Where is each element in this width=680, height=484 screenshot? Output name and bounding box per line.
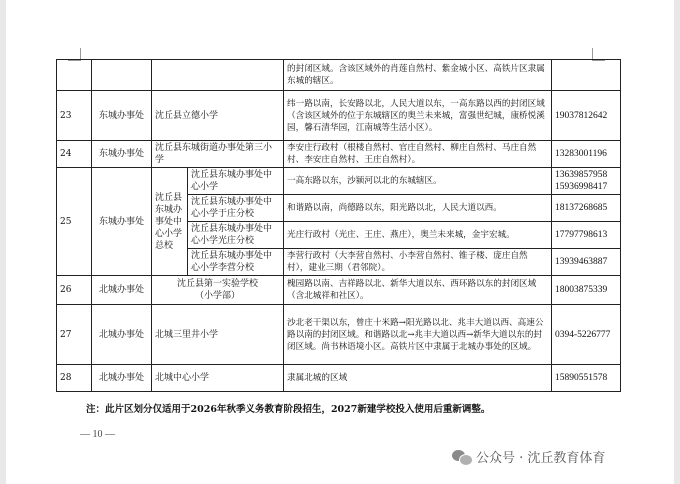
row-number: 26 xyxy=(57,276,92,305)
phone-cell: 13939463887 xyxy=(552,249,621,276)
school-group-cell: 沈丘县东城办事处中心小学总校 xyxy=(152,168,188,276)
document-page xyxy=(6,0,674,484)
area-cell: 隶属北城的区域 xyxy=(284,365,552,392)
page-number: — 10 — xyxy=(80,429,115,440)
school-cell: 北城三里井小学 xyxy=(152,305,284,365)
area-cell: 李安庄行政村（根楼自然村、官庄自然村、柳庄自然村、马庄自然村、李安庄自然村、王庄自然村）。 xyxy=(284,141,552,168)
office-cell: 东城办事处 xyxy=(92,168,152,276)
area-cell: 李营行政村（大李营自然村、小李营自然村、锥子楼、庞庄自然村），建业三期（君邻院）。 xyxy=(284,249,552,276)
office-cell: 东城办事处 xyxy=(92,141,152,168)
watermark-text: 公众号 · 沈丘教育体育 xyxy=(476,451,606,466)
office-cell: 北城办事处 xyxy=(92,365,152,392)
school-cell: 沈丘县第一实验学校 （小学部） xyxy=(152,276,284,305)
school-district-table xyxy=(56,59,621,392)
area-cell: 槐园路以南、吉祥路以北、新华大道以东、西环路以东的封闭区域（含北城祥和社区）。 xyxy=(284,276,552,305)
area-cell: 一高东路以东，沙颍河以北的东城辖区。 xyxy=(284,168,552,195)
table-row xyxy=(57,168,621,195)
table-row xyxy=(57,365,621,392)
phone-cell: 13283001196 xyxy=(552,141,621,168)
footnote: 注：此片区划分仅适用于2026年秋季义务教育阶段招生，2027新建学校投入使用后重新调整。 xyxy=(86,404,491,415)
phone-cell: 17797798613 xyxy=(552,222,621,249)
office-cell: 北城办事处 xyxy=(92,305,152,365)
school-cell: 沈丘县东城办事处中心小学李营分校 xyxy=(188,249,284,276)
table-row xyxy=(57,305,621,365)
school-cell: 北城中心小学 xyxy=(152,365,284,392)
table-row xyxy=(57,276,621,305)
area-cell: 和谐路以南，尚德路以东，阳光路以北，人民大道以西。 xyxy=(284,195,552,222)
school-cell: 沈丘县东城办事处中心小学于庄分校 xyxy=(188,195,284,222)
school-cell: 沈丘县东城办事处中心小学 xyxy=(188,168,284,195)
row-number: 24 xyxy=(57,141,92,168)
row-number: 23 xyxy=(57,91,92,141)
office-cell: 东城办事处 xyxy=(92,91,152,141)
phone-cell: 19037812642 xyxy=(552,91,621,141)
row-number: 27 xyxy=(57,305,92,365)
phone-cell: 18003875339 xyxy=(552,276,621,305)
area-cell: 沙北老干渠以东，曾庄十米路→阳光路以北、兆丰大道以西、高速公路以南的封闭区域。和谐路以北→兆丰大道以西→新华大道以东的封闭区域。尚书林语境小区。高铁片区中隶属于北城办事处的区域。 xyxy=(284,305,552,365)
phone-cell: 15890551578 xyxy=(552,365,621,392)
office-cell: 北城办事处 xyxy=(92,276,152,305)
wechat-icon xyxy=(452,449,472,465)
area-cell: 纬一路以南，长安路以北，人民大道以东，一高东路以西的封闭区域（含该区域外的位于东城辖区的奥兰未来城，富强世纪城，康桥悦溪园，馨石清华园，江南城等生活小区）。 xyxy=(284,91,552,141)
phone-cell: 13639857958 15936998417 xyxy=(552,168,621,195)
table-row xyxy=(57,60,621,91)
table-row xyxy=(57,141,621,168)
table-row xyxy=(57,91,621,141)
school-cell: 沈丘县东城街道办事处第三小学 xyxy=(152,141,284,168)
area-cell: 的封闭区域。含该区域外的肖莲自然村、紫金城小区、高铁片区隶属东城的辖区。 xyxy=(284,60,552,91)
phone-cell: 0394-5226777 xyxy=(552,305,621,365)
watermark xyxy=(452,447,605,466)
area-cell: 光庄行政村（光庄、王庄、燕庄），奥兰未来城，金宇宏城。 xyxy=(284,222,552,249)
school-cell: 沈丘县东城办事处中心小学光庄分校 xyxy=(188,222,284,249)
row-number: 28 xyxy=(57,365,92,392)
school-cell: 沈丘县立德小学 xyxy=(152,91,284,141)
row-number: 25 xyxy=(57,168,92,276)
phone-cell: 18137268685 xyxy=(552,195,621,222)
